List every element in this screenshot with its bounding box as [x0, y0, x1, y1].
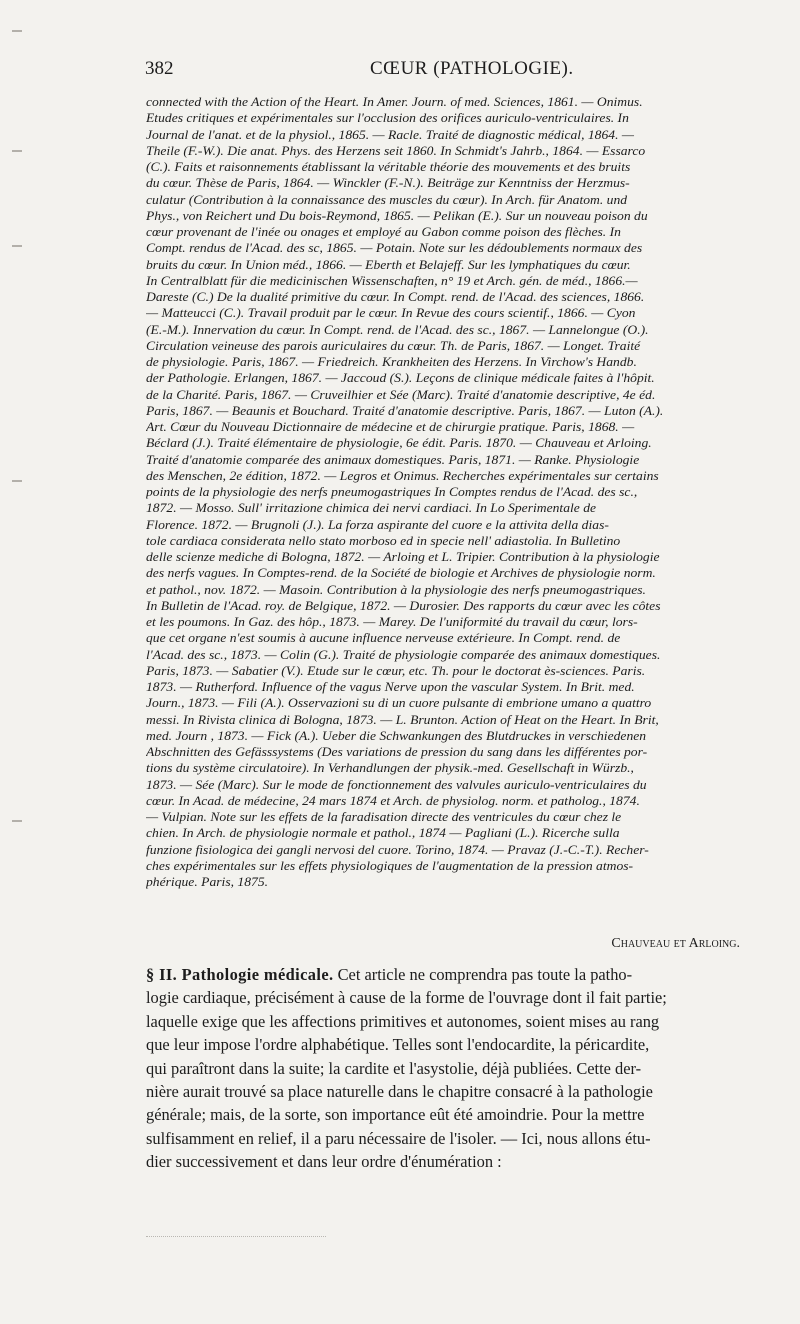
- bibliography-line: — Vulpian. Note sur les effets de la faradisation directe des ventricules du cœur chez le: [146, 810, 622, 824]
- bibliography-line: et pathol., nov. 1872. — Masoin. Contribution à la physiologie des nerfs pneumogastriques.: [146, 582, 646, 597]
- bibliography-line: tions du système circulatoire). In Verhandlungen der physik.-med. Gesellschaft in Würzb.,: [146, 761, 634, 776]
- bibliography-line: Dareste (C.) De la dualité primitive du cœur. In Compt. rend. de l'Acad. des sciences, 1866.: [146, 290, 645, 304]
- bibliography-line: delle scienze mediche di Bologna, 1872. — Arloing et L. Tripier. Contribution à la physiologie: [146, 550, 660, 564]
- bibliography-line: funzione fisiologica dei gangli nervosi del cuore. Torino, 1874. — Pravaz (J.-C.-T.). Recher-: [146, 842, 649, 857]
- bibliography-line: — Matteucci (C.). Travail produit par le cœur. In Revue des cours scientif., 1866. — Cyon: [146, 306, 636, 321]
- section-pathologie-medicale: [146, 963, 771, 1174]
- page-number: 382: [145, 58, 174, 79]
- bibliography-line: cœur provenant de l'inée ou onages et employé au Gabon comme poison des flèches. In: [146, 225, 621, 239]
- bibliography-line: messi. In Rivista clinica di Bologna, 1873. — L. Brunton. Action of Heat on the Heart. In Brit,: [146, 712, 659, 727]
- bibliography-line: Phys., von Reichert und Du bois-Reymond, 1865. — Pelikan (E.). Sur un nouveau poison du: [146, 208, 648, 223]
- section-line: logie cardiaque, précisément à cause de la forme de l'ouvrage dont il fait partie;: [146, 988, 667, 1008]
- bibliography-line: In Centralblatt für die medicinischen Wissenschaften, n° 19 et Arch. gén. de méd., 1866.—: [146, 273, 638, 288]
- bibliography-block: [146, 94, 766, 890]
- bibliography-line: 1872. — Mosso. Sull' irritazione chimica dei nervi cardiaci. In Lo Sperimentale de: [146, 501, 597, 516]
- bibliography-line: des Menschen, 2e édition, 1872. — Legros et Onimus. Recherches expérimentales sur certains: [146, 468, 659, 483]
- bibliography-line: Theile (F.-W.). Die anat. Phys. des Herzens seit 1860. In Schmidt's Jahrb., 1864. — Essarco: [146, 143, 646, 158]
- bibliography-line: Etudes critiques et expérimentales sur l'occlusion des orifices auriculo-ventriculaires. In: [146, 111, 629, 126]
- bibliography-line: Journ., 1873. — Fili (A.). Osservazioni su di un cuore pulsante di embrione umano a quattro: [146, 696, 652, 711]
- bibliography-line: Circulation veineuse des parois auriculaires du cœur. Th. de Paris, 1867. — Longet. Traité: [146, 338, 641, 353]
- bibliography-line: Abschnitten des Gefässsystems (Des variations de pression du sang dans les différentes por-: [146, 745, 648, 759]
- section-line: que leur impose l'ordre alphabétique. Telles sont l'endocardite, la péricardite,: [146, 1035, 650, 1055]
- margin-scan-mark: [12, 30, 22, 32]
- bibliography-line: chien. In Arch. de physiologie normale et pathol., 1874 — Pagliani (L.). Ricerche sulla: [146, 826, 620, 841]
- bibliography-line: In Bulletin de l'Acad. roy. de Belgique, 1872. — Durosier. Des rapports du cœur avec les côtes: [146, 598, 661, 613]
- bibliography-line: connected with the Action of the Heart. In Amer. Journ. of med. Sciences, 1861. — Onimus.: [146, 95, 643, 109]
- bibliography-line: phérique. Paris, 1875.: [146, 875, 269, 889]
- bibliography-line: ches expérimentales sur les effets physiologiques de l'augmentation de la pression atmos-: [146, 858, 634, 873]
- bibliography-line: de la Charité. Paris, 1867. — Cruveilhier et Sée (Marc). Traité d'anatomie descriptive, 4e éd.: [146, 387, 656, 402]
- bibliography-line: tole cardiaca considerata nello stato morboso ed in specie nell' adiastolia. In Bulletino: [146, 533, 621, 548]
- bibliography-line: culatur (Contribution à la connaissance des muscles du cœur). In Arch. für Anatom. und: [146, 192, 628, 207]
- margin-scan-mark: [12, 820, 22, 822]
- bibliography-line: (E.-M.). Innervation du cœur. In Compt. rend. de l'Acad. des sc., 1867. — Lannelongue (O.).: [146, 322, 649, 337]
- bibliography-line: Traité d'anatomie comparée des animaux domestiques. Paris, 1871. — Ranke. Physiologie: [146, 452, 640, 467]
- bibliography-line: Journal de l'anat. et de la physiol., 1865. — Racle. Traité de diagnostic médical, 1864. —: [146, 127, 634, 142]
- margin-scan-mark: [12, 480, 22, 482]
- author-signature: Chauveau et Arloing.: [611, 936, 740, 951]
- bibliography-line: der Pathologie. Erlangen, 1867. — Jaccoud (S.). Leçons de clinique médicale faites à l'hôpit.: [146, 371, 655, 386]
- page-header: [145, 58, 765, 86]
- bibliography-line: du cœur. Thèse de Paris, 1864. — Winckler (F.-N.). Beiträge zur Kenntniss der Herzmus-: [146, 176, 630, 191]
- section-line: sulfisamment en relief, il a paru nécessaire de l'isoler. — Ici, nous allons étu-: [146, 1128, 651, 1148]
- bibliography-line: 1873. — Rutherford. Influence of the vagus Nerve upon the vascular System. In Brit. med.: [146, 680, 635, 694]
- section-line: laquelle exige que les affections primitives et autonomes, soient mises au rang: [146, 1011, 660, 1031]
- bibliography-line: Florence. 1872. — Brugnoli (J.). La forza aspirante del cuore e la attivita della dias-: [146, 517, 609, 532]
- bibliography-line: Paris, 1867. — Beaunis et Bouchard. Traité d'anatomie descriptive. Paris, 1867. — Luton (A.).: [146, 403, 664, 418]
- bibliography-line: et les poumons. In Gaz. des hôp., 1873. — Marey. De l'uniformité du travail du cœur, lors-: [146, 615, 638, 629]
- section-line: qui paraîtront dans la suite; la cardite et l'asystolie, déjà publiées. Cette der-: [146, 1058, 642, 1078]
- bibliography-line: points de la physiologie des nerfs pneumogastriques In Comptes rendus de l'Acad. des sc.,: [146, 485, 638, 499]
- section-line: Cet article ne comprendra pas toute la patho-: [337, 965, 633, 984]
- section-line: nière aurait trouvé sa place naturelle dans le chapitre consacré à la pathologie: [146, 1081, 653, 1101]
- bibliography-line: bruits du cœur. In Union méd., 1866. — Eberth et Belajeff. Sur les lymphatiques du cœur.: [146, 257, 631, 272]
- footer-rule: [146, 1236, 326, 1237]
- section-heading: § II. Pathologie médicale.: [146, 965, 334, 984]
- section-line: dier successivement et dans leur ordre d'énumération :: [146, 1152, 502, 1172]
- bibliography-line: Compt. rendus de l'Acad. des sc, 1865. — Potain. Note sur les dédoublements normaux des: [146, 241, 643, 256]
- bibliography-line: des nerfs vagues. In Comptes-rend. de la Société de biologie et Archives de physiologie norm.: [146, 566, 656, 581]
- bibliography-line: Art. Cœur du Nouveau Dictionnaire de médecine et de chirurgie pratique. Paris, 1868. —: [146, 420, 635, 434]
- bibliography-line: Paris, 1873. — Sabatier (V.). Etude sur le cœur, etc. Th. pour le doctorat ès-sciences. Paris.: [146, 663, 646, 678]
- margin-scan-mark: [12, 150, 22, 152]
- bibliography-line: cœur. In Acad. de médecine, 24 mars 1874 et Arch. de physiolog. norm. et patholog., 1874.: [146, 793, 640, 808]
- bibliography-line: Béclard (J.). Traité élémentaire de physiologie, 6e édit. Paris. 1870. — Chauveau et Arloing.: [146, 436, 652, 451]
- bibliography-line: med. Journ , 1873. — Fick (A.). Ueber die Schwankungen des Blutdruckes in verschiedenen: [146, 728, 647, 743]
- section-line: générale; mais, de la sorte, son importance eût été amoindrie. Pour la mettre: [146, 1105, 645, 1125]
- bibliography-line: l'Acad. des sc., 1873. — Colin (G.). Traité de physiologie comparée des animaux domestiques.: [146, 647, 661, 662]
- running-title: CŒUR (PATHOLOGIE).: [370, 58, 574, 79]
- bibliography-line: (C.). Faits et raisonnements établissant la véritable théorie des mouvements et des bruits: [146, 160, 631, 174]
- bibliography-line: 1873. — Sée (Marc). Sur le mode de fonctionnement des valvules auriculo-ventriculaires du: [146, 777, 647, 792]
- section-first-line: [146, 963, 771, 986]
- bibliography-line: que cet organe n'est soumis à aucune influence nerveuse extérieure. In Compt. rend. de: [146, 631, 621, 646]
- margin-scan-mark: [12, 245, 22, 247]
- bibliography-line: de physiologie. Paris, 1867. — Friedreich. Krankheiten des Herzens. In Virchow's Handb.: [146, 355, 637, 369]
